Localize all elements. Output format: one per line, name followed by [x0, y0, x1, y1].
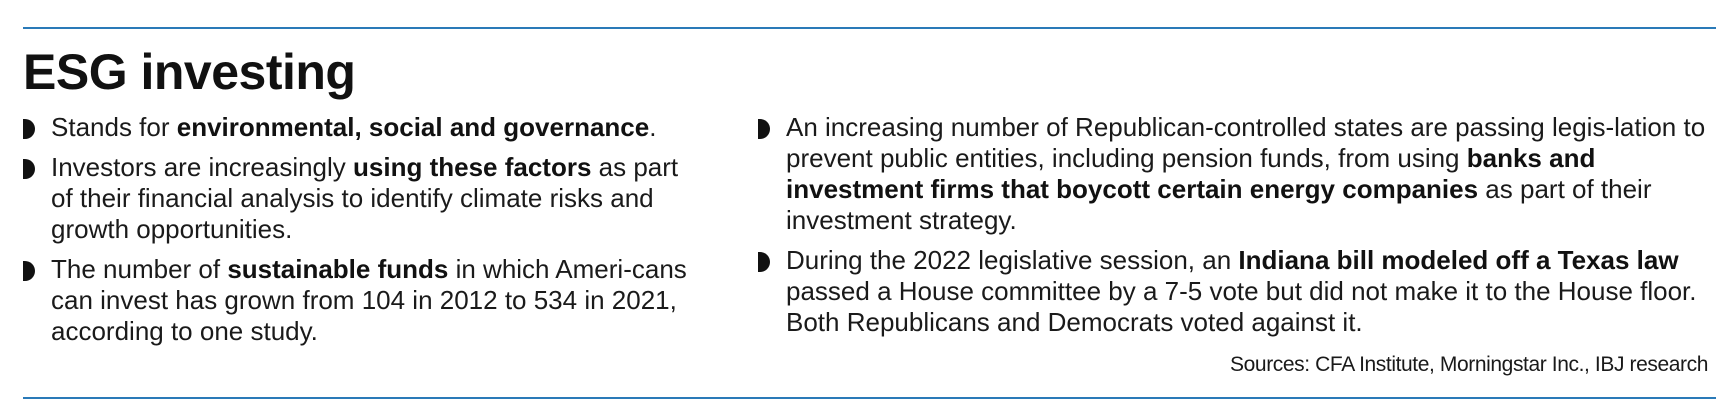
item-text-pre: Stands for [51, 112, 177, 142]
item-text-pre: The number of [51, 254, 228, 284]
bottom-rule [23, 397, 1716, 399]
item-text-post: in which Ameri-cans can invest has grown from 104 in 2012 to 534 in 2021, according to one study. [51, 254, 687, 346]
bullet-icon [23, 261, 35, 281]
bullet-icon [758, 119, 770, 139]
list-item [23, 112, 703, 143]
item-text-bold: sustainable funds [227, 254, 449, 284]
item-text-post: as part of their investment strategy. [786, 174, 1652, 235]
item-text-post: as part of their financial analysis to identify climate risks and growth opportunities. [51, 152, 679, 244]
item-text-bold: environmental, social and governance [176, 112, 650, 142]
item-text-post: . [649, 112, 657, 142]
item-text-bold: banks and investment firms that boycott certain energy companies [786, 143, 1596, 204]
list-item [758, 245, 1708, 338]
item-text-bold: Indiana bill modeled off a Texas law [1238, 245, 1679, 275]
top-rule [23, 27, 1716, 29]
right-bullet-list [758, 112, 1708, 347]
list-item [23, 254, 703, 347]
list-item [758, 112, 1708, 236]
bullet-icon [23, 119, 35, 139]
item-text-bold: using these factors [353, 152, 592, 182]
item-text-pre: Investors are increasingly [51, 152, 354, 182]
item-text-pre: During the 2022 legislative session, an [786, 245, 1239, 275]
page-title: ESG investing [23, 44, 356, 100]
list-item [23, 152, 703, 245]
bullet-icon [23, 159, 35, 179]
source-credit: Sources: CFA Institute, Morningstar Inc., IBJ research [1230, 353, 1708, 376]
left-bullet-list [23, 112, 703, 356]
item-text-post: passed a House committee by a 7-5 vote but did not make it to the House floor. Both Republicans and Democrats voted against it. [786, 276, 1697, 337]
bullet-icon [758, 252, 770, 272]
item-text-pre: An increasing number of Republican-controlled states are passing legis-lation to prevent public entities, including pension funds, from using [786, 112, 1706, 173]
